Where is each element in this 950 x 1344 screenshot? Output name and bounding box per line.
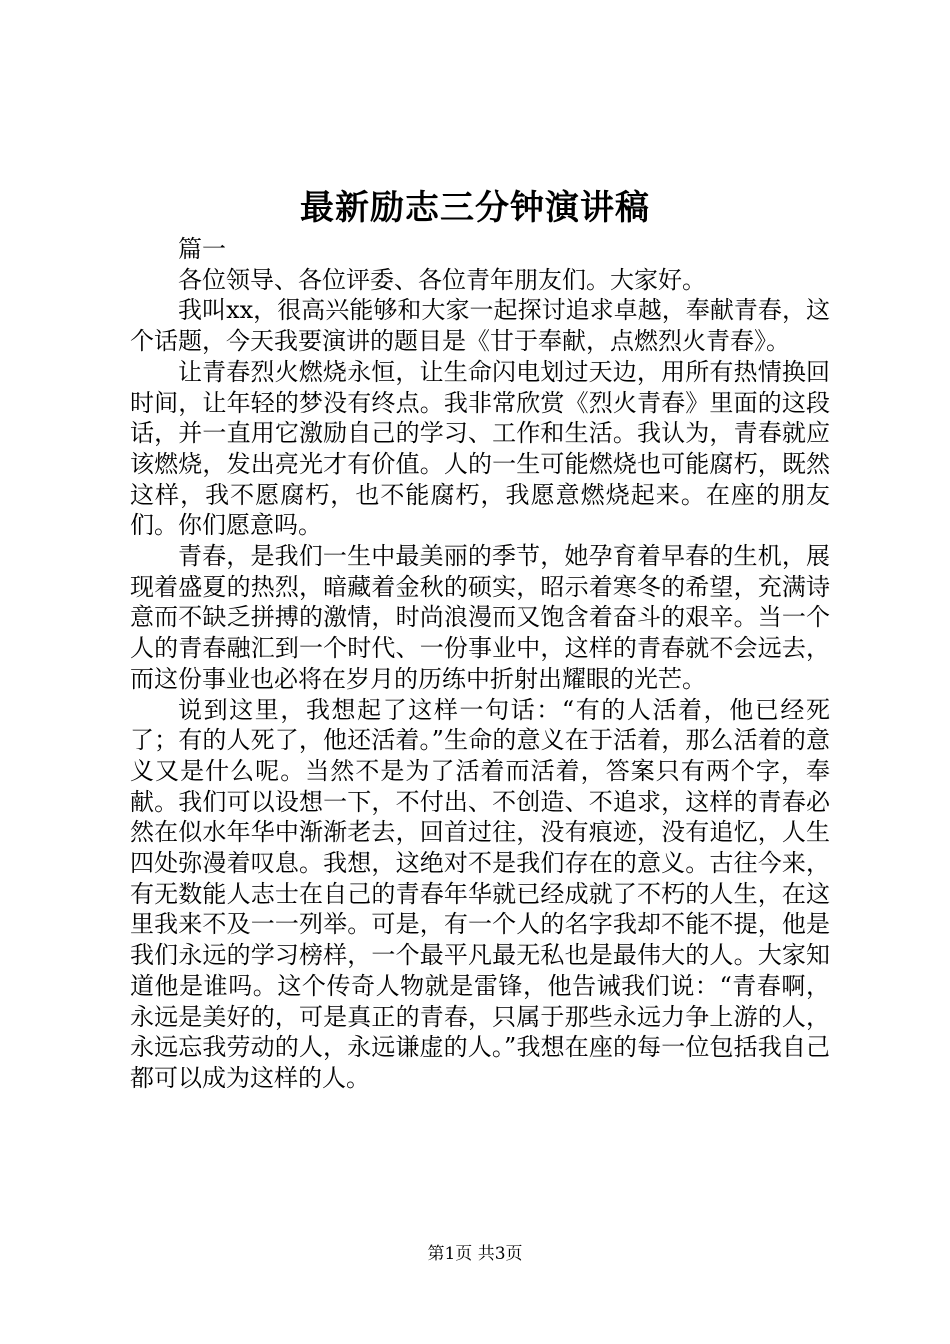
body-paragraph: 青春，是我们一生中最美丽的季节，她孕育着早春的生机，展现着盛夏的热烈，暗藏着金秋的硕实，昭示着寒冬的希望，充满诗意而不缺乏拼搏的激情，时尚浪漫而又饱含着奋斗的艰辛。当一个人的青春融汇到一个时代、一份事业中，这样的青春就不会远去，而这份事业也必将在岁月的历练中折射出耀眼的光芒。 — [130, 542, 830, 693]
body-paragraph: 各位领导、各位评委、各位青年朋友们。大家好。 — [178, 265, 706, 294]
section-heading: 篇一 — [178, 235, 226, 263]
body-paragraph: 我叫xx，很高兴能够和大家一起探讨追求卓越，奉献青春，这个话题，今天我要演讲的题目是《甘于奉献，点燃烈火青春》。 — [130, 296, 830, 356]
page-number-footer: 第1页 共3页 — [427, 1244, 523, 1264]
body-paragraph: 让青春烈火燃烧永恒，让生命闪电划过天边，用所有热情换回时间，让年轻的梦没有终点。我非常欣赏《烈火青春》里面的这段话，并一直用它激励自己的学习、工作和生活。我认为，青春就应该燃烧，发出亮光才有价值。人的一生可能燃烧也可能腐朽，既然这样，我不愿腐朽，也不能腐朽，我愿意燃烧起来。在座的朋友们。你们愿意吗。 — [130, 357, 830, 540]
document-body — [130, 234, 830, 1094]
document-title: 最新励志三分钟演讲稿 — [300, 188, 650, 228]
body-paragraph: 说到这里，我想起了这样一句话：“有的人活着，他已经死了；有的人死了，他还活着。”生命的意义在于活着，那么活着的意义又是什么呢。当然不是为了活着而活着，答案只有两个字，奉献。我们可以设想一下，不付出、不创造、不追求，这样的青春必然在似水年华中渐渐老去，回首过往，没有痕迹，没有追忆，人生四处弥漫着叹息。我想，这绝对不是我们存在的意义。古往今来，有无数能人志士在自己的青春年华就已经成就了不朽的人生，在这里我来不及一一列举。可是，有一个人的名字我却不能不提，他是我们永远的学习榜样，一个最平凡最无私也是最伟大的人。大家知道他是谁吗。这个传奇人物就是雷锋，他告诫我们说：“青春啊，永远是美好的，可是真正的青春，只属于那些永远力争上游的人，永远忘我劳动的人，永远谦虚的人。”我想在座的每一位包括我自己都可以成为这样的人。 — [130, 695, 830, 1092]
